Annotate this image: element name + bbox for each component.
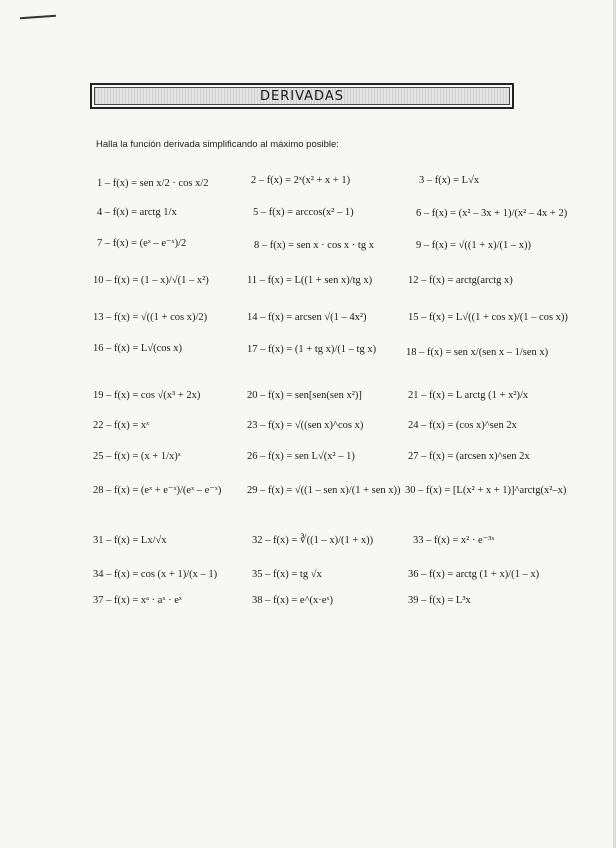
exercise-2: 2 – f(x) = 2ˣ(x² + x + 1): [251, 175, 351, 186]
exercise-19: 19 – f(x) = cos √(x³ + 2x): [93, 390, 201, 401]
exercise-38: 38 – f(x) = e^(x·eˣ): [252, 595, 333, 606]
pen-mark: [20, 15, 56, 20]
exercise-9: 9 – f(x) = √((1 + x)/(1 – x)): [416, 240, 531, 251]
exercise-37: 37 – f(x) = xᵃ · aˣ · eˣ: [93, 595, 182, 606]
exercise-7: 7 – f(x) = (eˣ – e⁻ˣ)/2: [97, 238, 187, 249]
exercise-13: 13 – f(x) = √((1 + cos x)/2): [93, 312, 208, 323]
exercise-12: 12 – f(x) = arctg(arctg x): [408, 275, 513, 286]
exercise-5: 5 – f(x) = arccos(x² – 1): [253, 207, 354, 218]
exercise-24: 24 – f(x) = (cos x)^sen 2x: [408, 420, 517, 431]
exercise-10: 10 – f(x) = (1 – x)/√(1 – x²): [93, 275, 209, 286]
page-title: DERIVADAS: [260, 88, 344, 104]
exercise-28: 28 – f(x) = (eˣ + e⁻ˣ)/(eˣ – e⁻ˣ): [93, 485, 222, 496]
exercise-21: 21 – f(x) = L arctg (1 + x²)/x: [408, 390, 529, 401]
exercise-1: 1 – f(x) = sen x/2 · cos x/2: [97, 178, 209, 189]
exercise-36: 36 – f(x) = arctg (1 + x)/(1 – x): [408, 569, 540, 580]
exercise-29: 29 – f(x) = √((1 – sen x)/(1 + sen x)): [247, 485, 401, 496]
instruction-text: Halla la función derivada simplificando al máximo posible:: [96, 139, 339, 150]
exercise-31: 31 – f(x) = Lx/√x: [93, 535, 167, 546]
exercise-6: 6 – f(x) = (x² – 3x + 1)/(x² – 4x + 2): [416, 208, 568, 219]
exercise-18: 18 – f(x) = sen x/(sen x – 1/sen x): [406, 347, 549, 358]
exercise-8: 8 – f(x) = sen x · cos x · tg x: [254, 240, 374, 251]
exercise-27: 27 – f(x) = (arcsen x)^sen 2x: [408, 451, 530, 462]
exercise-3: 3 – f(x) = L√x: [419, 175, 480, 186]
exercise-14: 14 – f(x) = arcsen √(1 – 4x²): [247, 312, 367, 323]
exercise-16: 16 – f(x) = L√(cos x): [93, 343, 182, 354]
exercise-11: 11 – f(x) = L((1 + sen x)/tg x): [247, 275, 373, 286]
exercise-30: 30 – f(x) = [L(x² + x + 1)]^arctg(x²–x): [405, 485, 567, 496]
exercise-20: 20 – f(x) = sen[sen(sen x²)]: [247, 390, 362, 401]
title-banner: [90, 83, 514, 109]
exercise-39: 39 – f(x) = L³x: [408, 595, 471, 606]
exercise-22: 22 – f(x) = xˣ: [93, 420, 150, 431]
exercise-23: 23 – f(x) = √((sen x)^cos x): [247, 420, 364, 431]
exercise-26: 26 – f(x) = sen L√(x² – 1): [247, 451, 355, 462]
exercise-32: 32 – f(x) = ∛((1 – x)/(1 + x)): [252, 535, 374, 546]
exercise-15: 15 – f(x) = L√((1 + cos x)/(1 – cos x)): [408, 312, 568, 323]
exercise-35: 35 – f(x) = tg √x: [252, 569, 322, 580]
exercise-17: 17 – f(x) = (1 + tg x)/(1 – tg x): [247, 344, 377, 355]
title-banner-inner: [94, 87, 510, 105]
exercise-25: 25 – f(x) = (x + 1/x)ˣ: [93, 451, 181, 462]
exercise-34: 34 – f(x) = cos (x + 1)/(x – 1): [93, 569, 218, 580]
exercise-4: 4 – f(x) = arctg 1/x: [97, 207, 177, 218]
exercise-33: 33 – f(x) = x² · e⁻³ˣ: [413, 535, 495, 546]
